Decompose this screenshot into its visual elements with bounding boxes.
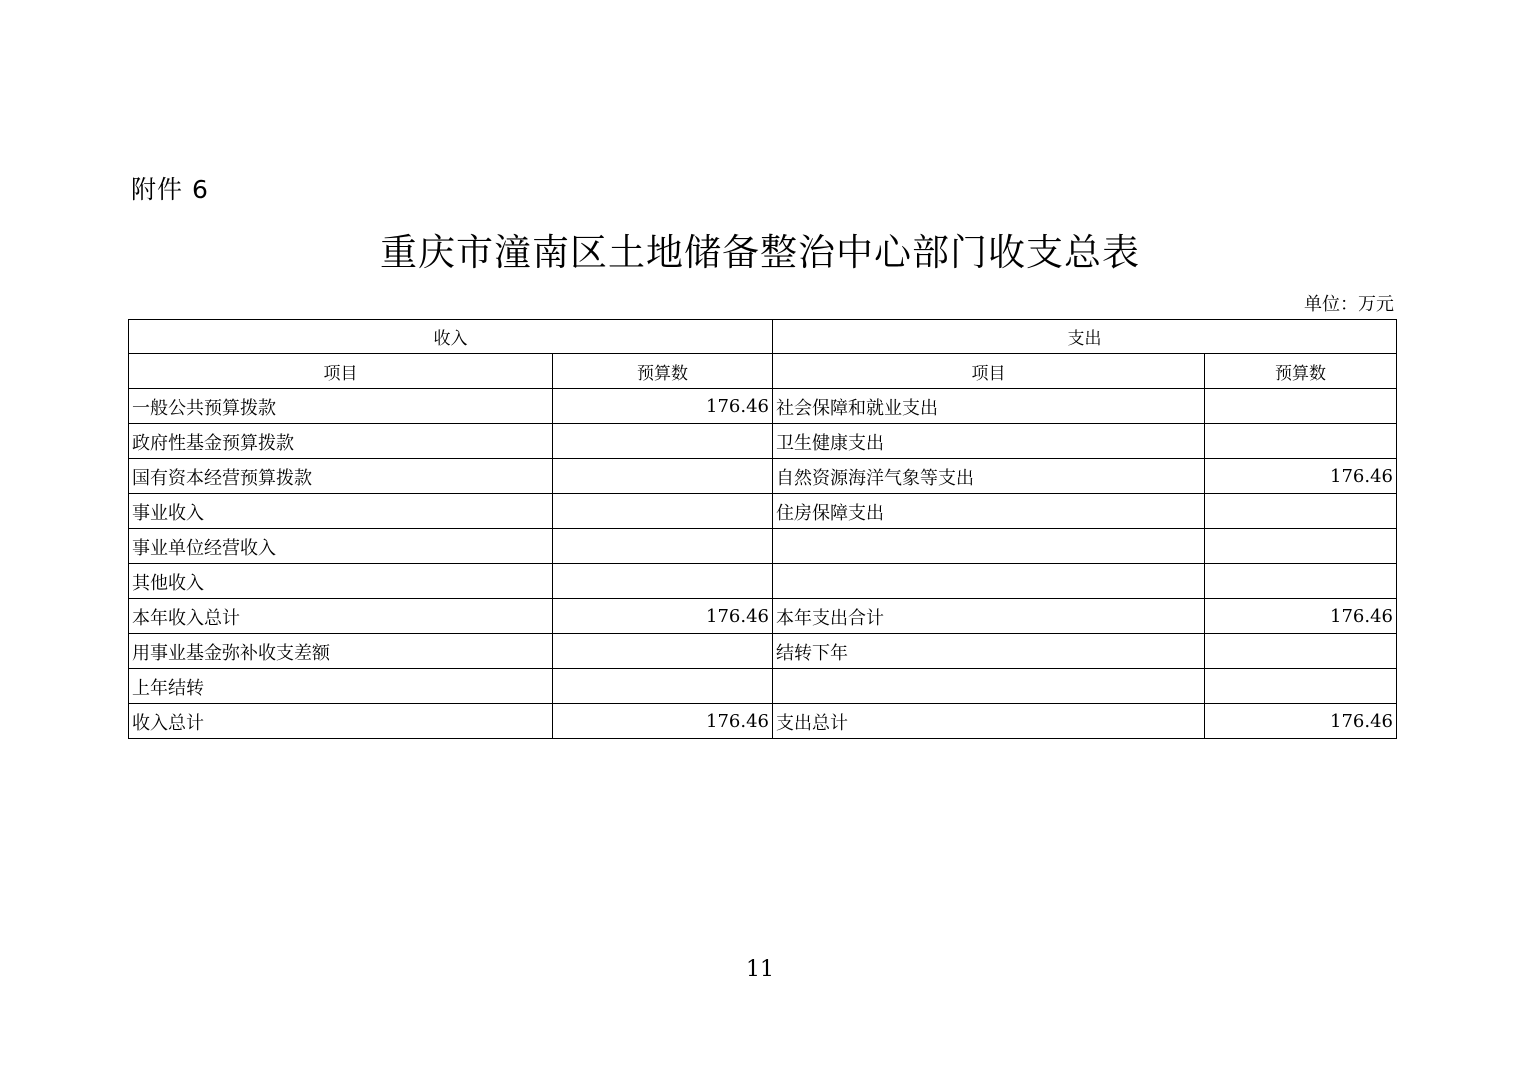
expense-item-cell: 社会保障和就业支出 [773, 389, 1205, 424]
table-column-header-row [129, 354, 1397, 389]
expense-amount-cell [1205, 564, 1397, 599]
table-row [129, 424, 1397, 459]
table-row [129, 494, 1397, 529]
income-total-amount: 176.46 [553, 704, 773, 739]
table-group-header-row [129, 320, 1397, 354]
page-title: 重庆市潼南区土地储备整治中心部门收支总表 [380, 231, 1140, 274]
expense-amount-cell [1205, 424, 1397, 459]
table-row [129, 459, 1397, 494]
income-item-cell: 事业收入 [129, 494, 553, 529]
unit-label: 单位：万元 [1304, 294, 1394, 315]
table-row-subtotal [129, 599, 1397, 634]
income-item-cell: 事业单位经营收入 [129, 529, 553, 564]
expense-amount-cell: 176.46 [1205, 459, 1397, 494]
expense-item-cell [773, 669, 1205, 704]
budget-summary-table [128, 319, 1397, 739]
table-row [129, 564, 1397, 599]
expense-total-label: 支出总计 [773, 704, 1205, 739]
income-amount-cell [553, 494, 773, 529]
income-item-cell: 国有资本经营预算拨款 [129, 459, 553, 494]
attachment-label: 附件 6 [131, 175, 209, 204]
page-number: 11 [746, 957, 774, 982]
income-total-label: 收入总计 [129, 704, 553, 739]
income-item-cell: 一般公共预算拨款 [129, 389, 553, 424]
expense-group-header: 支出 [773, 320, 1397, 354]
income-group-header: 收入 [129, 320, 773, 354]
expense-amount-cell [1205, 389, 1397, 424]
income-amount-header: 预算数 [553, 354, 773, 389]
income-item-cell: 其他收入 [129, 564, 553, 599]
income-amount-cell [553, 669, 773, 704]
expense-amount-cell [1205, 529, 1397, 564]
expense-item-cell: 结转下年 [773, 634, 1205, 669]
income-amount-cell: 176.46 [553, 389, 773, 424]
expense-subtotal-label: 本年支出合计 [773, 599, 1205, 634]
income-subtotal-amount: 176.46 [553, 599, 773, 634]
expense-item-cell: 住房保障支出 [773, 494, 1205, 529]
expense-total-amount: 176.46 [1205, 704, 1397, 739]
expense-item-cell: 自然资源海洋气象等支出 [773, 459, 1205, 494]
income-item-cell: 用事业基金弥补收支差额 [129, 634, 553, 669]
income-item-cell: 政府性基金预算拨款 [129, 424, 553, 459]
expense-amount-header: 预算数 [1205, 354, 1397, 389]
table-row [129, 669, 1397, 704]
expense-amount-cell [1205, 634, 1397, 669]
expense-amount-cell [1205, 494, 1397, 529]
expense-item-cell: 卫生健康支出 [773, 424, 1205, 459]
income-item-header: 项目 [129, 354, 553, 389]
income-amount-cell [553, 424, 773, 459]
income-subtotal-label: 本年收入总计 [129, 599, 553, 634]
expense-item-cell [773, 564, 1205, 599]
expense-subtotal-amount: 176.46 [1205, 599, 1397, 634]
table-row [129, 389, 1397, 424]
income-amount-cell [553, 564, 773, 599]
expense-item-header: 项目 [773, 354, 1205, 389]
table-row [129, 634, 1397, 669]
expense-item-cell [773, 529, 1205, 564]
income-amount-cell [553, 634, 773, 669]
income-item-cell: 上年结转 [129, 669, 553, 704]
income-amount-cell [553, 529, 773, 564]
income-amount-cell [553, 459, 773, 494]
table-row [129, 529, 1397, 564]
table-row-grand-total [129, 704, 1397, 739]
expense-amount-cell [1205, 669, 1397, 704]
